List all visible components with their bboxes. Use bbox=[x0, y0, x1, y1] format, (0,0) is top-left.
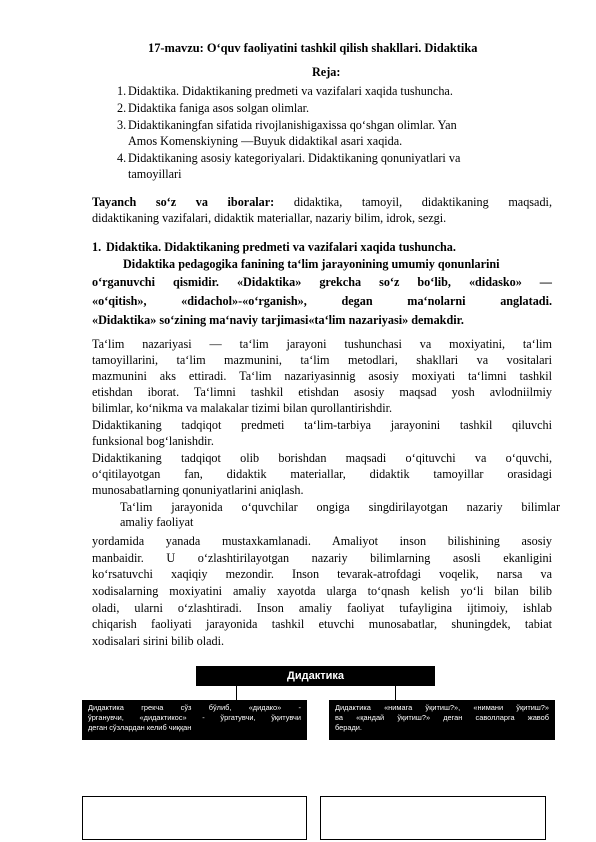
plan-item-number: 1. bbox=[117, 84, 127, 98]
paragraph-line: etishdan iborat. Ta‘limni tashkil etishdan asosiy maqsad yosh avlodniilmiy bbox=[92, 385, 552, 399]
diagram-empty-box-left bbox=[82, 796, 307, 840]
paragraph-line: funksional bog‘lanishdir. bbox=[92, 434, 214, 448]
plan-item-continuation: Amos Komenskiyning ―Buyuk didaktika‖ asari xaqida. bbox=[128, 134, 403, 148]
connector-line-left bbox=[236, 686, 237, 700]
paragraph-line: mazmunini aks ettiradi. Ta‘lim nazariyasinnig asosiy moxiyati ta‘limni tashkil bbox=[92, 369, 552, 383]
plan-item-number: 3. bbox=[117, 118, 127, 132]
paragraph-line: xodisalari sirini bilib oladi. bbox=[92, 634, 225, 648]
diagram-left-line: ўрганувчи, «дидактикос» - ўргатувчи, ўқитувчи bbox=[88, 713, 301, 722]
keywords-label: Tayanch so‘z va iboralar: bbox=[92, 195, 275, 209]
plan-item bbox=[117, 118, 457, 132]
plan-label: Reja: bbox=[312, 65, 341, 79]
section-heading bbox=[92, 240, 456, 254]
paragraph-line: munosabatlarning qonuniyatlarini aniqlash. bbox=[92, 483, 304, 497]
plan-item bbox=[117, 151, 460, 165]
plan-item bbox=[117, 84, 453, 98]
paragraph-line: Ta‘lim jarayonida o‘quvchilar ongiga singdirilayotgan nazariy bilimlar bbox=[120, 500, 560, 514]
paragraph-line: chiqarish faoliyati jarayonida tashkil etuvchi munosabatlar, shuningdek, tabiat bbox=[92, 617, 552, 631]
diagram-right-line: беради. bbox=[335, 723, 362, 732]
page-title: 17-mavzu: O‘quv faoliyatini tashkil qilish shakllari. Didaktika bbox=[148, 41, 478, 55]
keywords-line bbox=[92, 195, 552, 209]
definition-line: Didaktika pedagogika fanining ta‘lim jarayonining umumiy qonunlarini bbox=[123, 257, 500, 271]
paragraph-line: Didaktikaning tadqiqot olib borishdan maqsadi o‘qituvchi va o‘quvchi, bbox=[92, 451, 552, 465]
plan-item-text: Didaktikaningfan sifatida rivojlanishigaxissa qo‘shgan olimlar. Yan bbox=[128, 118, 457, 132]
definition-line: «o‘qitish», «didachol»-«o‘rganish», degan ma‘nolarni anglatadi. bbox=[92, 294, 552, 308]
paragraph-line: Ta‘lim nazariyasi — ta‘lim jarayoni tushunchasi va moxiyatini, ta‘lim bbox=[92, 337, 552, 351]
paragraph-line: xodisalarning moxiyatini amaliy xayotda ularga to‘qnash kelish yo‘li bilan bilib bbox=[92, 584, 552, 598]
keywords-text: didaktika, tamoyil, didaktikaning maqsadi, bbox=[293, 195, 552, 209]
plan-item-text: Didaktika. Didaktikaning predmeti va vazifalari xaqida tushuncha. bbox=[128, 84, 453, 98]
diagram-left-line: Дидактика грекча сўз бўлиб, «дидако» - bbox=[88, 703, 301, 712]
definition-line: «Didaktika» so‘zining ma‘naviy tarjimasi«ta‘lim nazariyasi» demakdir. bbox=[92, 313, 464, 327]
paragraph-line: manbaidir. U o‘zlashtirilayotgan nazariy bilimlarning asosli ekanligini bbox=[92, 551, 552, 565]
diagram-top-box bbox=[196, 666, 435, 686]
paragraph-line: amaliy faoliyat bbox=[120, 515, 194, 529]
diagram-top-label: Дидактика bbox=[287, 670, 344, 682]
section-number: 1. bbox=[92, 240, 102, 254]
diagram-empty-box-right bbox=[320, 796, 546, 840]
diagram-right-box bbox=[329, 700, 555, 740]
diagram-right-line: ва «қандай ўқитиш?» деган саволларга жавоб bbox=[335, 713, 549, 722]
paragraph-line: oladi, ularni o‘zlashtiradi. Inson amaliy faoliyat tufayligina ijtimoiy, ishlab bbox=[92, 601, 552, 615]
definition-line: o‘rganuvchi qismidir. «Didaktika» grekcha so‘z bo‘lib, «didasko» — bbox=[92, 275, 552, 289]
paragraph-line: tamoyillarini, ta‘lim mazmunini, ta‘lim metodlari, shakllari va vositalari bbox=[92, 353, 552, 367]
diagram-left-box bbox=[82, 700, 307, 740]
plan-item bbox=[117, 101, 309, 115]
plan-item-number: 4. bbox=[117, 151, 127, 165]
diagram-left-line: деган сўзлардан келиб чиққан bbox=[88, 723, 192, 732]
plan-item-text: Didaktikaning asosiy kategoriyalari. Didaktikaning qonuniyatlari va bbox=[128, 151, 461, 165]
paragraph-line: yordamida yanada mustaxkamlanadi. Amaliyot inson bilishining asosiy bbox=[92, 534, 552, 548]
section-heading-text: Didaktika. Didaktikaning predmeti va vazifalari xaqida tushuncha. bbox=[106, 240, 456, 254]
plan-item-text: Didaktika faniga asos solgan olimlar. bbox=[128, 101, 310, 115]
paragraph-line: ko‘rsatuvchi xaqiqiy mezondir. Inson tevarak-atrofdagi voqelik, narsa va bbox=[92, 567, 552, 581]
plan-item-continuation: tamoyillari bbox=[128, 167, 182, 181]
plan-item-number: 2. bbox=[117, 101, 127, 115]
paragraph-line: bilimlar, ko‘nikma va malakalar tizimi bilan qurollantirishdir. bbox=[92, 401, 393, 415]
keywords-line: didaktikaning vazifalari, didaktik materiallar, nazariy bilim, idrok, sezgi. bbox=[92, 211, 447, 225]
connector-line-right bbox=[395, 686, 396, 700]
paragraph-line: o‘qitilayotgan fan, didaktik materiallar, didaktik tamoyillar orasidagi bbox=[92, 467, 552, 481]
diagram-right-line: Дидактика «нимага ўқитиш?», «нимани ўқитиш?» bbox=[335, 703, 549, 712]
paragraph-line: Didaktikaning tadqiqot predmeti ta‘lim-tarbiya jarayonini tashkil qiluvchi bbox=[92, 418, 552, 432]
